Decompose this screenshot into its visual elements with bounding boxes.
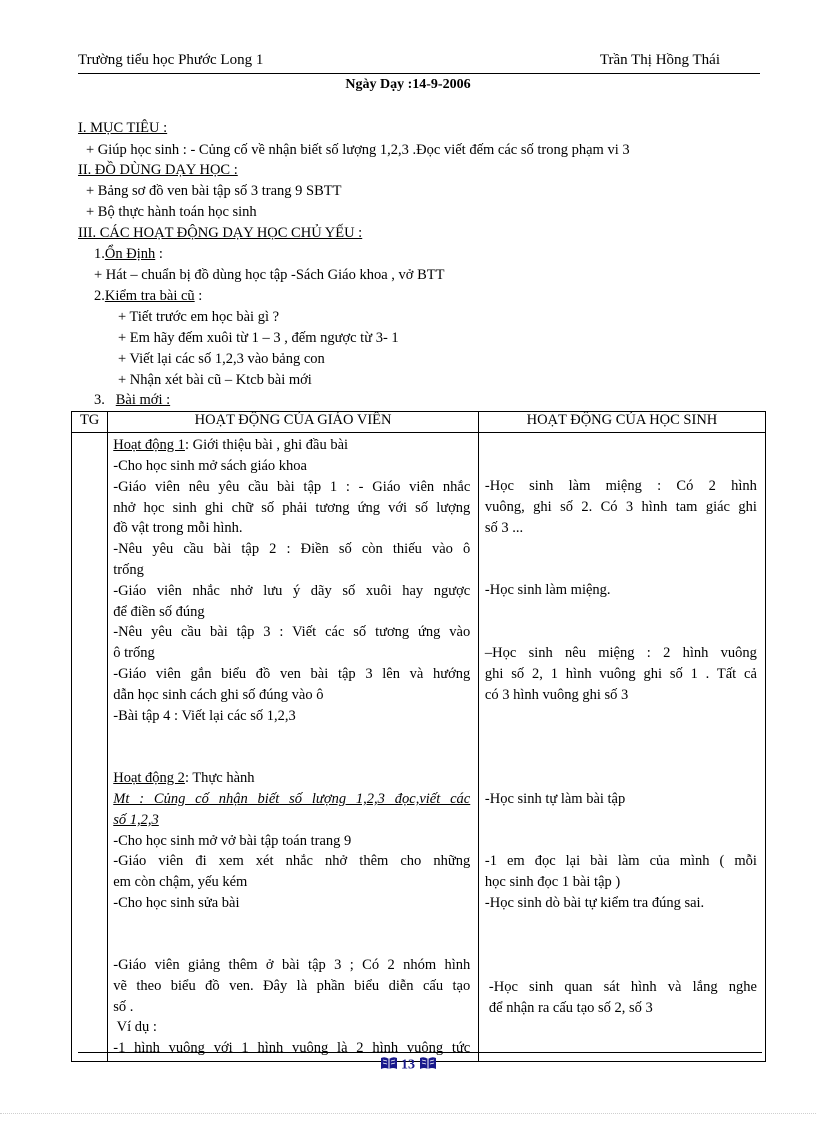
step1-title: Ổn Định: [104, 246, 156, 262]
student-answer-2: -Học sinh làm miệng.: [484, 582, 611, 598]
header-tg: TG: [72, 412, 108, 433]
lesson-activity-table: [71, 411, 766, 1062]
student-answer-5: [485, 851, 757, 893]
step1-item: + Hát – chuẩn bị đồ dùng học tập -Sách Giáo khoa , vở BTT: [94, 267, 445, 283]
table-body-row: [72, 433, 766, 1062]
teacher-line: -Cho học sinh mở sách giáo khoa: [113, 458, 307, 474]
teacher-line: ô trống: [113, 645, 155, 662]
teacher-lines-2: [113, 789, 470, 914]
step2-item: + Em hãy đếm xuôi từ 1 – 3 , đếm ngược từ 3- 1: [118, 330, 399, 346]
teacher-line: -Cho học sinh sửa bài: [113, 894, 240, 911]
materials-item: + Bảng sơ đồ ven bài tập số 3 trang 9 SBTT: [86, 183, 342, 199]
teacher-line: -Giáo viên nhắc nhở lưu ý dãy số xuôi hay ngược: [113, 582, 471, 599]
objective-line: Mt : Củng cố nhận biết số lượng 1,2,3 đọc,viết các: [113, 791, 471, 807]
footer-divider: [78, 1052, 762, 1053]
activity-1-desc: : Giới thiệu bài , ghi đầu bài: [184, 437, 349, 453]
objectives-title: I. MỤC TIÊU :: [78, 120, 168, 136]
activity-2-title: Hoạt động 2: [113, 770, 185, 786]
step2-title: Kiểm tra bài cũ: [104, 288, 195, 304]
student-answer-7: [489, 977, 757, 1019]
teacher-name: Trần Thị Hồng Thái: [599, 52, 720, 68]
teacher-line: -Giáo viên đi xem xét nhắc nhở thêm cho những: [113, 853, 471, 870]
step3-heading: [94, 390, 170, 410]
table-header-row: [72, 412, 766, 433]
teacher-line: nhở học sinh ghi chữ số phải tương ứng với số lượng: [113, 499, 471, 516]
page-header: [78, 52, 760, 74]
student-line: số 3 ...: [484, 519, 524, 536]
teacher-line: -Giáo viên giảng thêm ở bài tập 3 ; Có 2 nhóm hình: [113, 957, 471, 973]
step3-number: 3.: [94, 392, 105, 408]
step2-heading: [94, 286, 202, 306]
teacher-lines-3: [113, 955, 470, 1059]
student-line: vuông, ghi số 2. Có 3 hình tam giác ghi: [484, 498, 757, 515]
student-line: -1 em đọc lại bài làm của mình ( mỗi: [484, 853, 757, 869]
activity-1-title: Hoạt động 1: [113, 437, 185, 453]
step1-number: 1.: [94, 246, 105, 262]
step2-colon: :: [194, 288, 203, 304]
materials-item: + Bộ thực hành toán học sinh: [86, 204, 257, 220]
student-line: để nhận ra cấu tạo số 2, số 3: [488, 999, 653, 1016]
teacher-line: -Cho học sinh mở vở bài tập toán trang 9: [113, 832, 352, 849]
teacher-line: -Giáo viên nêu yêu cầu bài tập 1 : - Giáo viên nhắc: [113, 478, 471, 495]
student-line: –Học sinh nêu miệng : 2 hình vuông: [484, 645, 757, 661]
teacher-line: vẽ theo biểu đồ ven. Đây là phần biểu diễn cấu tạo: [113, 977, 471, 994]
header-teacher-activity: HOẠT ĐỘNG CỦA GIÁO VIÊN: [108, 412, 479, 433]
teacher-line: -Bài tập 4 : Viết lại các số 1,2,3: [113, 707, 296, 724]
step1-colon: :: [155, 246, 163, 262]
teacher-line: trống: [113, 561, 144, 578]
activity-1-heading: [113, 435, 348, 456]
lesson-date: Ngày Dạy :14-9-2006: [345, 77, 471, 92]
student-activity-cell: [478, 433, 765, 1062]
activities-title-text: III. CÁC HOẠT ĐỘNG DẠY HỌC CHỦ YẾU :: [78, 225, 363, 241]
teacher-line: -Nêu yêu cầu bài tập 3 : Viết các số tương ứng vào: [113, 624, 471, 641]
tg-cell: [72, 433, 108, 1062]
activities-title: [78, 223, 362, 243]
teacher-lines-1: [113, 456, 470, 726]
step2-item: + Viết lại các số 1,2,3 vào bảng con: [118, 351, 325, 367]
student-line: -Học sinh làm miệng : Có 2 hình: [484, 478, 757, 494]
teacher-line: để điền số đúng: [113, 603, 205, 620]
teacher-activity-cell: [108, 433, 479, 1062]
step2-item: + Nhận xét bài cũ – Ktcb bài mới: [118, 372, 312, 388]
materials-title: II. ĐỒ DÙNG DẠY HỌC :: [78, 162, 238, 178]
student-answer-4: -Học sinh tự làm bài tập: [484, 791, 626, 807]
open-book-icon: [419, 1056, 437, 1075]
step2-item: + Tiết trước em học bài gì ?: [118, 309, 280, 325]
step2-number: 2.: [94, 288, 105, 304]
student-line: có 3 hình vuông ghi số 3: [484, 686, 629, 703]
student-answer-3: [485, 643, 757, 705]
student-line: ghi số 2, 1 hình vuông ghi số 1 . Tất cả: [484, 665, 757, 682]
student-answer-6: -Học sinh dò bài tự kiểm tra đúng sai.: [484, 895, 705, 911]
teacher-line: Ví dụ :: [113, 1019, 157, 1036]
teacher-line: -1 hình vuông với 1 hình vuông là 2 hình vuông tức: [113, 1040, 471, 1057]
activity-2-desc: : Thực hành: [184, 770, 255, 786]
teacher-line: dẫn học sinh cách ghi số đúng vào ô: [113, 686, 324, 703]
header-student-activity: HOẠT ĐỘNG CỦA HỌC SINH: [478, 412, 765, 433]
school-name: Trường tiểu học Phước Long 1: [78, 52, 264, 68]
student-line: -Học sinh quan sát hình và lắng nghe: [488, 979, 757, 995]
step1-heading: [94, 244, 163, 264]
page-bottom-edge: [0, 1113, 816, 1114]
student-line: học sinh đọc 1 bài tập ): [484, 873, 621, 890]
step3-title: Bài mới :: [115, 392, 171, 408]
teacher-line: đồ vật trong mỗi hình.: [113, 520, 243, 537]
page-footer: [0, 1056, 816, 1075]
student-answer-1: [485, 476, 757, 538]
activity-2-heading: [113, 768, 254, 789]
page-number: 13: [401, 1057, 415, 1073]
objectives-item: + Giúp học sinh : - Củng cố về nhận biết số lượng 1,2,3 .Đọc viết đếm các số trong phạm vi 3: [86, 142, 630, 158]
teacher-line: em còn chậm, yếu kém: [113, 874, 248, 891]
open-book-icon: [380, 1056, 398, 1075]
teacher-line: số .: [113, 998, 134, 1015]
teacher-line: -Nêu yêu cầu bài tập 2 : Điền số còn thiếu vào ô: [113, 541, 471, 558]
teacher-line: -Giáo viên gắn biểu đồ ven bài tập 3 lên và hướng: [113, 665, 471, 682]
objective-line: số 1,2,3: [113, 811, 159, 828]
